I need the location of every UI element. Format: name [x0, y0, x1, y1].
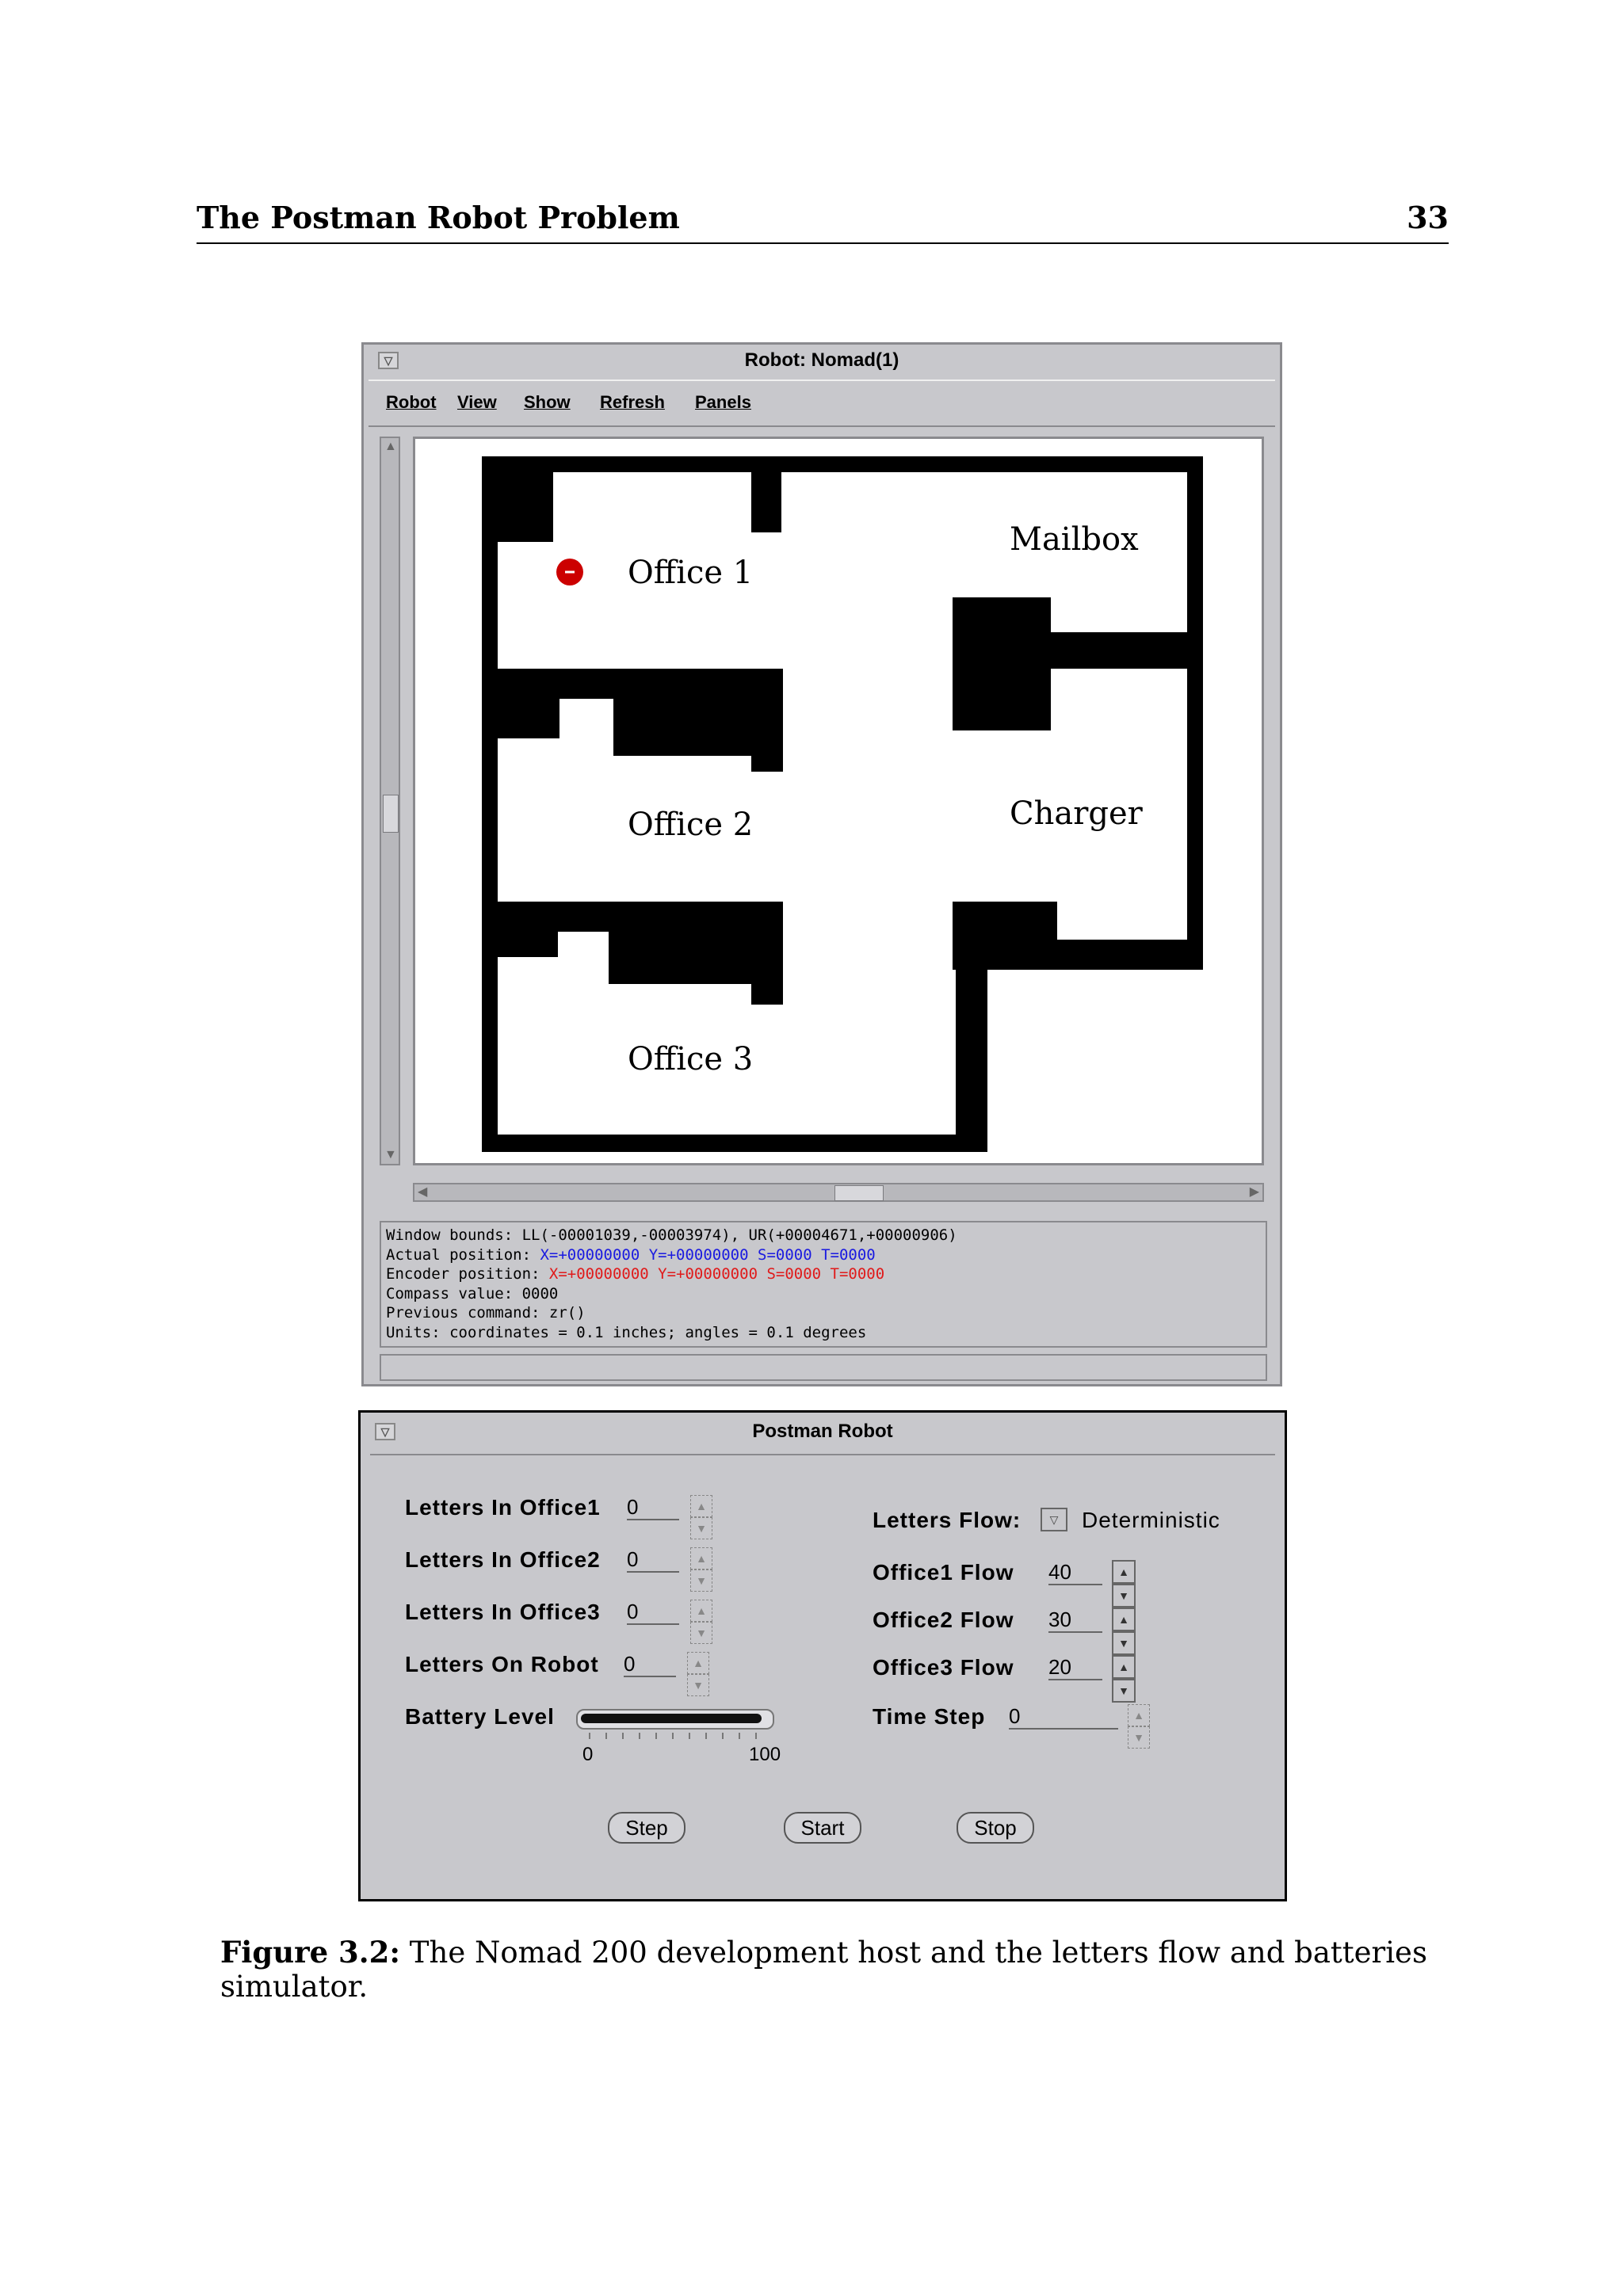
command-bar[interactable]: [380, 1354, 1267, 1381]
scroll-left-icon[interactable]: ◀: [418, 1185, 428, 1199]
spin-up-icon[interactable]: ▲: [687, 1652, 709, 1674]
office1-flow-label: Office1 Flow: [873, 1560, 1014, 1585]
map-canvas: [415, 439, 1262, 1163]
wall: [1018, 632, 1203, 669]
letters-robot-spinner[interactable]: [687, 1652, 736, 1691]
office2-flow-input[interactable]: 30: [1048, 1608, 1102, 1633]
office3-flow-spinner[interactable]: [1112, 1655, 1161, 1697]
status-compass: Compass value: 0000: [386, 1284, 559, 1302]
letters-office1-label: Letters In Office1: [405, 1495, 601, 1520]
letters-flow-dropdown-icon[interactable]: ▽: [1041, 1508, 1067, 1531]
menubar: [369, 379, 1275, 427]
time-step-input[interactable]: 0: [1009, 1704, 1118, 1730]
wall: [956, 940, 987, 1152]
battery-level-label: Battery Level: [405, 1704, 555, 1729]
letters-office2-spinner[interactable]: [690, 1547, 739, 1587]
menu-robot[interactable]: Robot: [386, 392, 437, 412]
battery-tick: [705, 1733, 707, 1739]
battery-tick: [589, 1733, 590, 1739]
letters-office3-input[interactable]: 0: [627, 1600, 679, 1625]
scroll-down-icon[interactable]: ▼: [384, 1148, 397, 1161]
postman-window: [358, 1410, 1287, 1901]
letters-office3-label: Letters In Office3: [405, 1600, 601, 1624]
robot-window-title: Robot: Nomad(1): [744, 349, 899, 371]
menu-refresh[interactable]: Refresh: [600, 392, 665, 412]
letters-office1-spinner[interactable]: [690, 1495, 739, 1535]
letters-office2-input[interactable]: 0: [627, 1547, 679, 1573]
label-mailbox: Mailbox: [1010, 521, 1139, 558]
spin-down-icon[interactable]: ▼: [1112, 1584, 1136, 1608]
label-office-3: Office 3: [628, 1041, 754, 1077]
spin-down-icon[interactable]: ▼: [690, 1622, 712, 1644]
step-button[interactable]: Step: [608, 1812, 685, 1844]
window-menu-icon[interactable]: ▽: [375, 1423, 395, 1440]
wall: [482, 456, 1203, 472]
status-units: Units: coordinates = 0.1 inches; angles = 0.1 degrees: [386, 1323, 867, 1341]
menu-show[interactable]: Show: [524, 392, 571, 412]
status-window-bounds: Window bounds: LL(-00001039,-00003974), UR(+00004671,+00000906): [386, 1226, 957, 1244]
wall: [482, 456, 498, 1150]
battery-level-slider[interactable]: [576, 1709, 774, 1730]
scroll-right-icon[interactable]: ▶: [1249, 1185, 1259, 1199]
wall: [1187, 456, 1203, 970]
letters-flow-value[interactable]: Deterministic: [1082, 1508, 1220, 1532]
robot-window: [361, 342, 1282, 1386]
label-office-1: Office 1: [628, 555, 754, 591]
office1-flow-spinner[interactable]: [1112, 1560, 1161, 1602]
battery-tick: [755, 1733, 757, 1739]
office3-flow-label: Office3 Flow: [873, 1655, 1014, 1680]
spin-up-icon[interactable]: ▲: [690, 1547, 712, 1569]
spin-down-icon[interactable]: ▼: [690, 1569, 712, 1592]
letters-office1-input[interactable]: 0: [627, 1495, 679, 1520]
battery-max-label: 100: [749, 1744, 781, 1765]
time-step-spinner[interactable]: [1128, 1704, 1177, 1744]
scroll-up-icon[interactable]: ▲: [384, 440, 397, 453]
letters-robot-label: Letters On Robot: [405, 1652, 599, 1676]
office2-flow-label: Office2 Flow: [873, 1608, 1014, 1632]
office2-flow-spinner[interactable]: [1112, 1608, 1161, 1650]
spin-up-icon[interactable]: ▲: [1112, 1560, 1136, 1584]
wall: [482, 456, 553, 542]
figure-caption-text: The Nomad 200 development host and the letters flow and batteries simulator.: [220, 1936, 1427, 2004]
status-previous-command: Previous command: zr(): [386, 1304, 586, 1322]
spin-up-icon[interactable]: ▲: [1128, 1704, 1150, 1726]
wall: [751, 902, 783, 1005]
menu-view[interactable]: View: [457, 392, 497, 412]
wall: [751, 669, 783, 772]
spin-down-icon[interactable]: ▼: [687, 1674, 709, 1696]
horizontal-scrollbar[interactable]: [413, 1183, 1264, 1202]
menu-panels[interactable]: Panels: [695, 392, 751, 412]
label-office-2: Office 2: [628, 807, 754, 843]
page-header: [197, 198, 1449, 244]
battery-min-label: 0: [582, 1744, 594, 1765]
wall: [482, 902, 558, 957]
wall: [751, 456, 781, 532]
figure-label: Figure 3.2:: [220, 1935, 401, 1970]
running-title: The Postman Robot Problem: [197, 200, 680, 235]
spin-up-icon[interactable]: ▲: [1112, 1608, 1136, 1631]
spin-down-icon[interactable]: ▼: [1112, 1631, 1136, 1655]
letters-flow-label: Letters Flow:: [873, 1508, 1022, 1532]
figure-caption: [220, 1935, 1457, 2004]
battery-tick: [655, 1733, 657, 1739]
title-separator: [370, 1454, 1275, 1455]
status-encoder-position: Encoder position: X=+00000000 Y=+00000000 S=0000 T=0000: [386, 1265, 885, 1283]
postman-window-titlebar[interactable]: [361, 1416, 1285, 1447]
office1-flow-input[interactable]: 40: [1048, 1560, 1102, 1585]
spin-down-icon[interactable]: ▼: [1128, 1726, 1150, 1749]
letters-robot-input[interactable]: 0: [624, 1652, 676, 1677]
wall: [482, 1135, 973, 1152]
wall: [482, 669, 559, 738]
time-step-label: Time Step: [873, 1704, 986, 1729]
spin-up-icon[interactable]: ▲: [1112, 1655, 1136, 1679]
spin-up-icon[interactable]: ▲: [690, 1495, 712, 1517]
battery-tick: [622, 1733, 624, 1739]
robot-window-titlebar[interactable]: [364, 345, 1280, 376]
stop-button[interactable]: Stop: [957, 1812, 1034, 1844]
status-actual-position: Actual position: X=+00000000 Y=+00000000 S=0000 T=0000: [386, 1245, 876, 1264]
spin-down-icon[interactable]: ▼: [690, 1517, 712, 1539]
wall: [953, 902, 1057, 970]
label-charger: Charger: [1010, 795, 1143, 832]
start-button[interactable]: Start: [784, 1812, 861, 1844]
letters-office3-spinner[interactable]: [690, 1600, 739, 1639]
spin-down-icon[interactable]: ▼: [1112, 1679, 1136, 1703]
vertical-scroll-thumb[interactable]: [383, 795, 399, 833]
map-view[interactable]: [413, 437, 1264, 1165]
office3-flow-input[interactable]: 20: [1048, 1655, 1102, 1680]
battery-tick: [605, 1733, 607, 1739]
battery-level-fill: [581, 1714, 762, 1723]
horizontal-scroll-thumb[interactable]: [834, 1185, 884, 1201]
page-number: 33: [1407, 200, 1449, 235]
battery-tick: [672, 1733, 674, 1739]
status-panel: [380, 1221, 1267, 1348]
battery-tick: [689, 1733, 690, 1739]
vertical-scrollbar[interactable]: [380, 437, 400, 1165]
battery-tick: [639, 1733, 640, 1739]
window-menu-icon[interactable]: ▽: [378, 352, 399, 369]
battery-tick: [722, 1733, 724, 1739]
spin-up-icon[interactable]: ▲: [690, 1600, 712, 1622]
letters-office2-label: Letters In Office2: [405, 1547, 601, 1572]
battery-tick: [739, 1733, 740, 1739]
postman-window-title: Postman Robot: [752, 1421, 893, 1442]
